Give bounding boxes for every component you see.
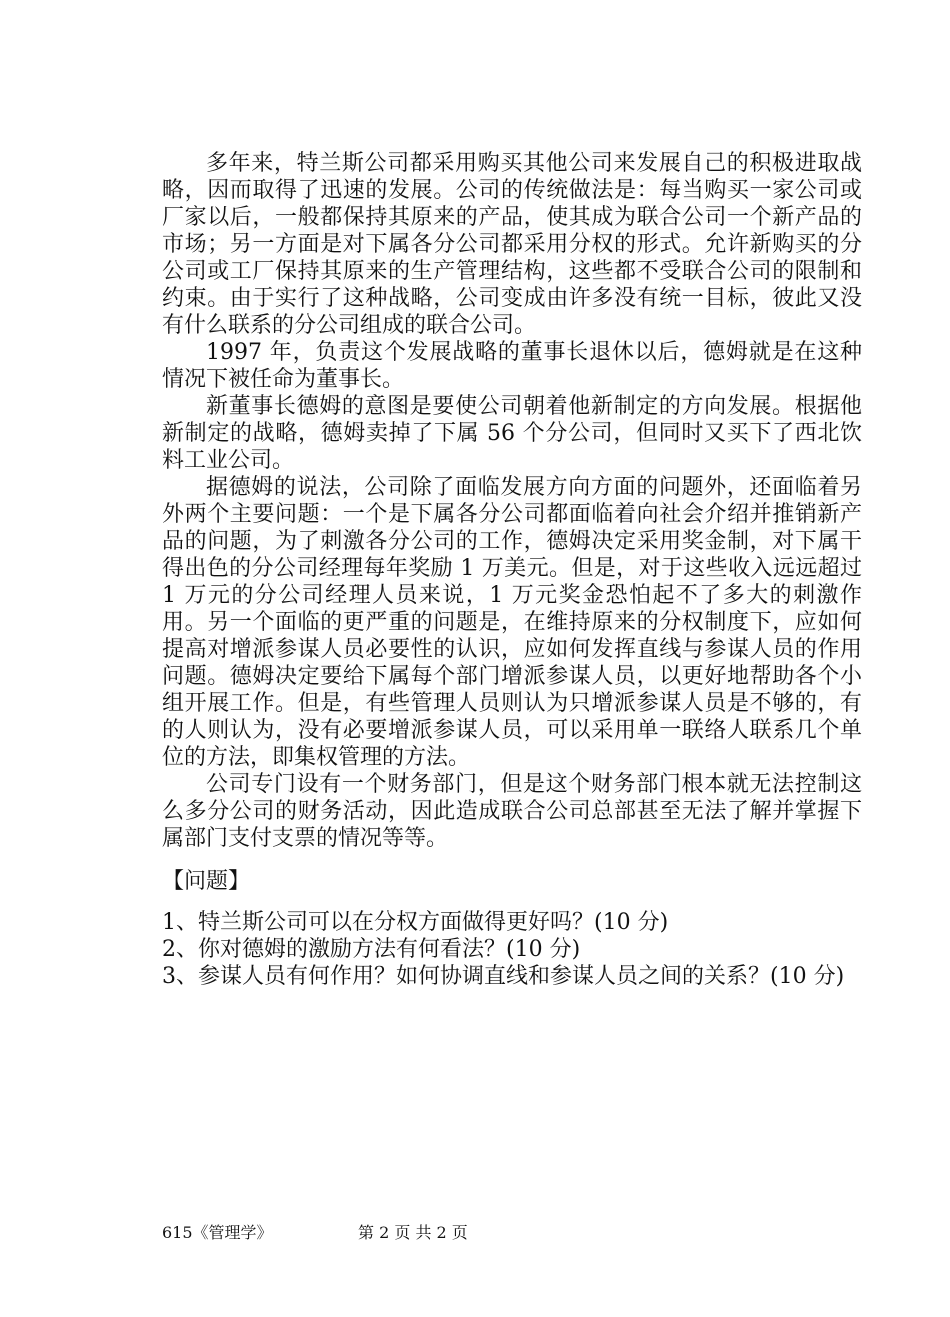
- body-paragraph: 新董事长德姆的意图是要使公司朝着他新制定的方向发展。根据他新制定的战略，德姆卖掉了下属 56 个分公司，但同时又买下了西北饮料工业公司。: [162, 394, 862, 473]
- question-item: 3、参谋人员有何作用？如何协调直线和参谋人员之间的关系？(10 分): [162, 964, 845, 989]
- body-paragraph: 多年来，特兰斯公司都采用购买其他公司来发展自己的积极进取战略，因而取得了迅速的发展。公司的传统做法是：每当购买一家公司或厂家以后，一般都保持其原来的产品，使其成为联合公司一个新产品的市场；另一方面是对下属各分公司都采用分权的形式。允许新购买的分公司或工厂保持其原来的生产管理结构，这些都不受联合公司的限制和约束。由于实行了这种战略，公司变成由许多没有统一目标，彼此又没有什么联系的分公司组成的联合公司。: [162, 151, 862, 338]
- question-item: 1、特兰斯公司可以在分权方面做得更好吗？(10 分): [162, 910, 669, 935]
- body-paragraph: 1997 年，负责这个发展战略的董事长退休以后，德姆就是在这种情况下被任命为董事长。: [162, 340, 862, 392]
- footer-course-title: 615《管理学》: [162, 1223, 273, 1242]
- questions-heading: 【问题】: [162, 869, 251, 894]
- body-paragraph: 据德姆的说法，公司除了面临发展方向方面的问题外，还面临着另外两个主要问题：一个是下属各分公司都面临着向社会介绍并推销新产品的问题，为了刺激各分公司的工作，德姆决定采用奖金制，对下属干得出色的分公司经理每年奖励 1 万美元。但是，对于这些收入远远超过 1 万元的分公司经理人员来说，1 万元奖金恐怕起不了多大的刺激作用。另一个面临的更严重的问题是，在维持原来的分权制度下，应如何提高对增派参谋人员必要性的认识，应如何发挥直线与参谋人员的作用问题。德姆决定要给下属每个部门增派参谋人员，以更好地帮助各个小组开展工作。但是，有些管理人员则认为只增派参谋人员是不够的，有的人则认为，没有必要增派参谋人员，可以采用单一联络人联系几个单位的方法，即集权管理的方法。: [162, 475, 862, 770]
- question-item: 2、你对德姆的激励方法有何看法？(10 分): [162, 937, 581, 962]
- questions-list: [162, 909, 862, 990]
- footer-page-number: 第 2 页 共 2 页: [358, 1223, 468, 1242]
- body-paragraph: 公司专门设有一个财务部门，但是这个财务部门根本就无法控制这么多分公司的财务活动，因此造成联合公司总部甚至无法了解并掌握下属部门支付支票的情况等等。: [162, 772, 862, 851]
- page-footer: [162, 1223, 468, 1243]
- document-page: [162, 150, 862, 990]
